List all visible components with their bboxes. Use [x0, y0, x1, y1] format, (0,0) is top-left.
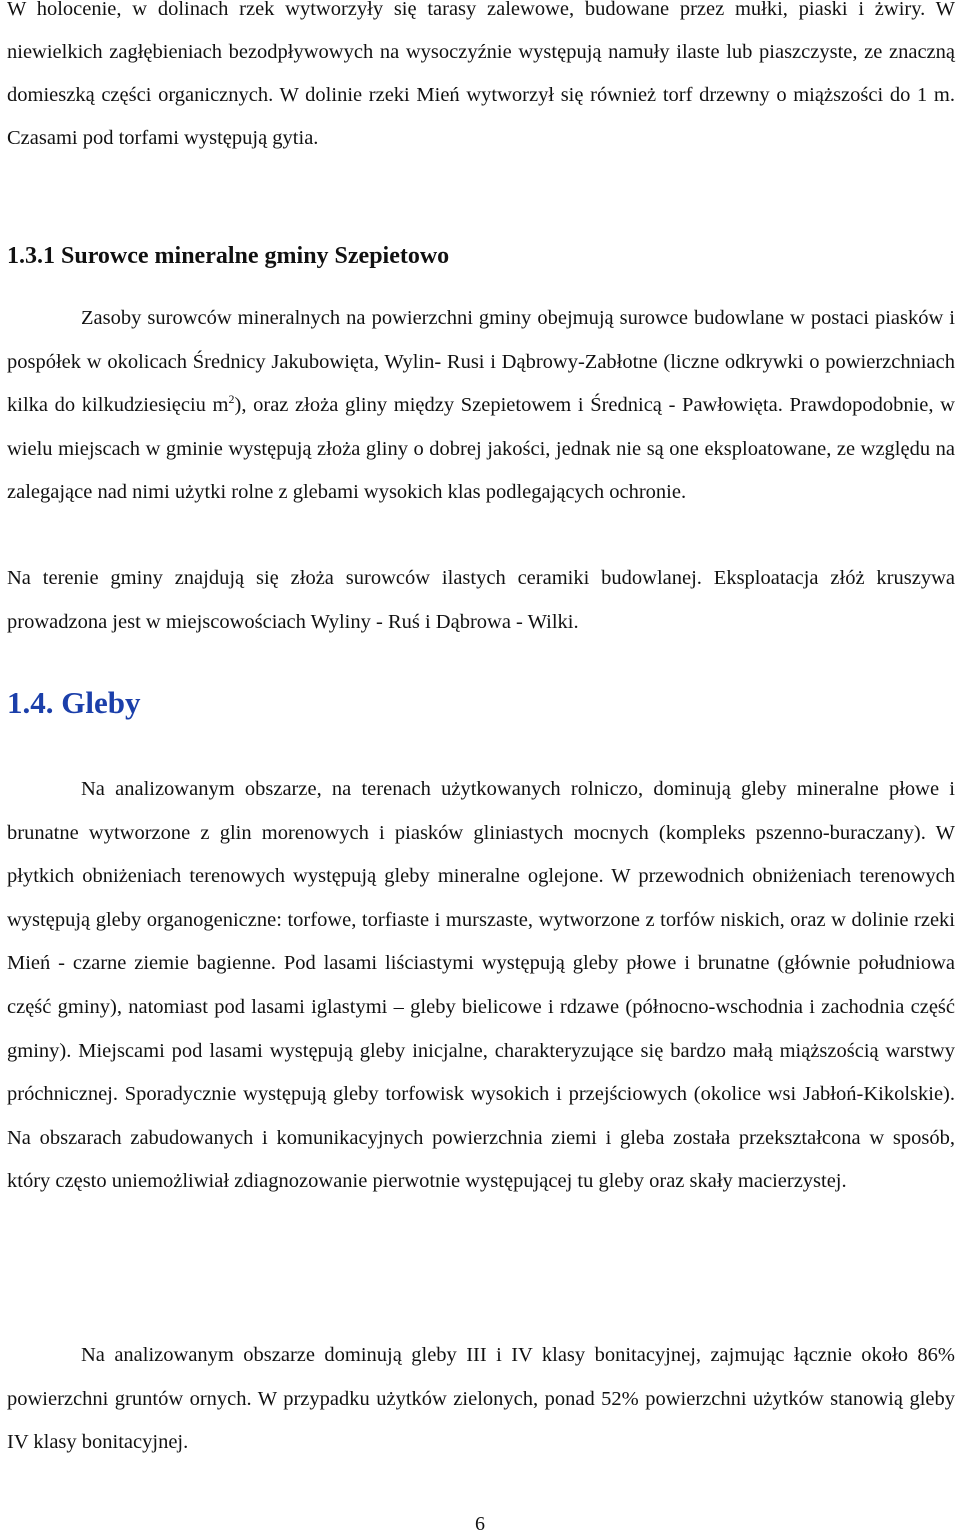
paragraph-mineral-resources — [7, 297, 955, 515]
paragraph-soil-classes: Na analizowanym obszarze dominują gleby III i IV klasy bonitacyjnej, zajmując łącznie około 86% powierzchni gruntów ornych. W przypadku użytków zielonych, ponad 52% powierzchni użytków stanowią gleby IV klasy bonitacyjnej. — [7, 1344, 955, 1453]
square-meter-superscript: 2 — [228, 392, 235, 407]
section-heading-1-3-1: 1.3.1 Surowce mineralne gminy Szepietowo — [7, 243, 450, 269]
paragraph-ceramics-deposits: Na terenie gminy znajdują się złoża surowców ilastych ceramiki budowlanej. Eksploatacja złóż kruszywa prowadzona jest w miejscowościach Wyliny - Ruś i Dąbrowa - Wilki. — [7, 567, 955, 633]
paragraph-mineral-resources-part-1: Zasoby surowców mineralnych na powierzchni gminy obejmują surowce budowlane w postaci piasków i pospółek w okolicach Średnicy Jakubowięta, Wylin- Rusi i Dąbrowy-Zabłotne (liczne odkrywki o powierzchniach kilka do kilkudziesięciu m — [7, 307, 955, 416]
section-heading-1-4-gleby: 1.4. Gleby — [7, 685, 141, 720]
paragraph-soils: Na analizowanym obszarze, na terenach użytkowanych rolniczo, dominują gleby mineralne płowe i brunatne wytworzone z glin morenowych i piasków gliniastych mocnych (kompleks pszenno-buraczany). W płytkich obniżeniach terenowych występują gleby mineralne oglejone. W przewodnich obniżeniach terenowych występują gleby organogeniczne: torfowe, torfiaste i murszaste, wytworzone z torfów niskich, oraz w dolinie rzeki Mień - czarne ziemie bagienne. Pod lasami liściastymi występują gleby płowe i brunatne (głównie południowa część gminy), natomiast pod lasami iglastymi – gleby bielicowe i rdzawe (północno-wschodnia i zachodnia część gminy). Miejscami pod lasami występują gleby inicjalne, charakteryzujące się bardzo małą miąższością warstwy próchnicznej. Sporadycznie występują gleby torfowisk wysokich i przejściowych (okolice wsi Jabłoń-Kikolskie). Na obszarach zabudowanych i komunikacyjnych powierzchnia ziemi i gleba została przekształcona w sposób, który często uniemożliwiał zdiagnozowanie pierwotnie występującej tu gleby oraz skały macierzystej. — [7, 778, 955, 1193]
page-number: 6 — [475, 1513, 485, 1535]
paragraph-holocene: W holocenie, w dolinach rzek wytworzyły się tarasy zalewowe, budowane przez mułki, piaski i żwiry. W niewielkich zagłębieniach bezodpływowych na wysoczyźnie występują namuły ilaste lub piaszczyste, ze znaczną domieszką części organicznych. W dolinie rzeki Mień wytworzył się również torf drzewny o miąższości do 1 m. Czasami pod torfami występują gytia. — [7, 0, 955, 149]
paragraph-mineral-resources-part-2: ), oraz złoża gliny między Szepietowem i Średnicą - Pawłowięta. Prawdopodobnie, w wielu miejscach w gminie występują złoża gliny o dobrej jakości, jednak nie są one eksploatowane, ze względu na zalegające nad nimi użytki rolne z glebami wysokich klas podlegających ochronie. — [7, 394, 955, 503]
